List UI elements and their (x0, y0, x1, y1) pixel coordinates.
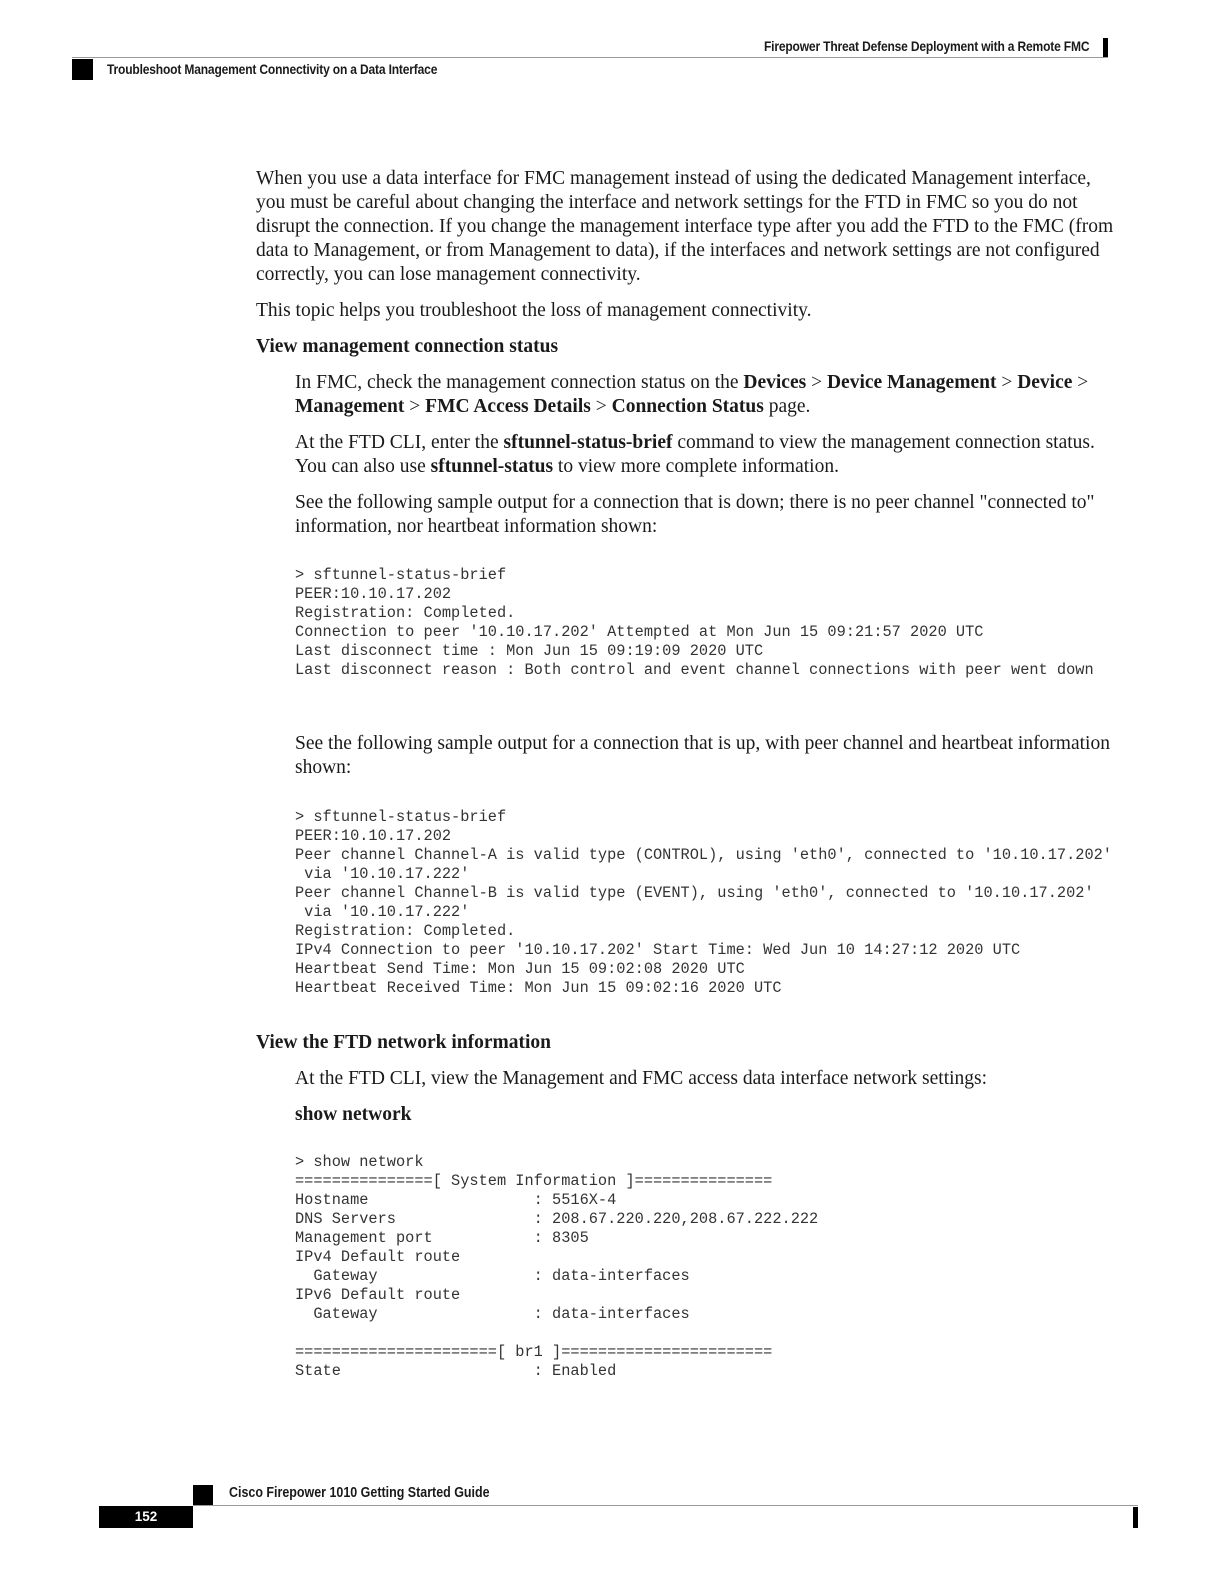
footer-rule (193, 1505, 1138, 1506)
section-marker-block (72, 59, 93, 80)
sample-down-intro: See the following sample output for a connection that is down; there is no peer channel "connected to" information, nor heartbeat information shown: (295, 492, 1095, 537)
heading-network-info: View the FTD network information (256, 1032, 551, 1053)
show-network-command: show network (295, 1104, 412, 1125)
cmd-sftunnel-status-brief: sftunnel-status-brief (503, 432, 673, 453)
cmd-sftunnel-status: sftunnel-status (430, 456, 554, 477)
code-show-network: > show network ===============[ System Information ]=============== Hostname : 5516X-4 DNS Servers : 208.67.220.220,208.67.222.222 Management port : 8305 IPv4 Default route Gateway : data-interfaces IPv6 Default route Gateway : data-interfaces ======================[ br1 ]======================= State : Enabled (295, 1153, 819, 1380)
menu-device-management: Device Management (826, 372, 997, 393)
menu-devices: Devices (743, 372, 807, 393)
code-sample-up: > sftunnel-status-brief PEER:10.10.17.202 Peer channel Channel-A is valid type (CONTROL), using 'eth0', connected to '10.10.17.202' via '10.10.17.222' Peer channel Channel-B is valid type (EVENT), using 'eth0', connected to '10.10.17.202' via '10.10.17.222' Registration: Completed. IPv4 Connection to peer '10.10.17.202' Start Time: Wed Jun 10 14:27:12 2020 UTC Heartbeat Send Time: Mon Jun 15 09:02:08 2020 UTC Heartbeat Received Time: Mon Jun 15 09:02:16 2020 UTC (295, 808, 1112, 997)
network-info-paragraph: At the FTD CLI, view the Management and FMC access data interface network settings: (295, 1068, 988, 1089)
cli-status-paragraph: At the FTD CLI, enter the sftunnel-status-brief command to view the management connection status. You can also use sftunnel-status to view more complete information. (295, 432, 1095, 477)
menu-connection-status: Connection Status (611, 396, 764, 417)
intro-summary: This topic helps you troubleshoot the loss of management connectivity. (256, 300, 812, 321)
chapter-title: Firepower Threat Defense Deployment with a Remote FMC (763, 38, 1089, 54)
network-info-section (295, 1067, 1116, 1381)
connection-status-section (295, 371, 1116, 998)
header-marker-bar (1103, 38, 1108, 58)
sample-up-intro: See the following sample output for a connection that is up, with peer channel and heartbeat information shown: (295, 733, 1110, 778)
footer-marker-bar (1133, 1507, 1138, 1528)
page-number: 152 (99, 1506, 193, 1528)
menu-device: Device (1017, 372, 1073, 393)
page-body (256, 167, 1116, 1381)
intro-paragraph: When you use a data interface for FMC management instead of using the dedicated Management interface, you must be careful about changing the interface and network settings for the FTD in FMC so you do not disrupt the connection. If you change the management interface type after you add the FTD to the FMC (from data to Management, or from Management to data), if the interfaces and network settings are not configured correctly, you can lose management connectivity. (256, 168, 1114, 285)
guide-title: Cisco Firepower 1010 Getting Started Guide (229, 1485, 490, 1501)
code-sample-down: > sftunnel-status-brief PEER:10.10.17.202 Registration: Completed. Connection to peer '10.10.17.202' Attempted at Mon Jun 15 09:21:57 2020 UTC Last disconnect time : Mon Jun 15 09:19:09 2020 UTC Last disconnect reason : Both control and event channel connections with peer went down (295, 566, 1094, 679)
menu-fmc-access-details: FMC Access Details (425, 396, 591, 417)
header-rule (72, 57, 1108, 58)
menu-management: Management (295, 396, 405, 417)
footer-marker-block (193, 1485, 213, 1505)
fmc-status-paragraph: In FMC, check the management connection status on the Devices > Device Management > Device > Management > FMC Access Details > Connection Status page. (295, 372, 1089, 417)
section-title: Troubleshoot Management Connectivity on a Data Interface (107, 61, 438, 77)
heading-connection-status: View management connection status (256, 336, 559, 357)
